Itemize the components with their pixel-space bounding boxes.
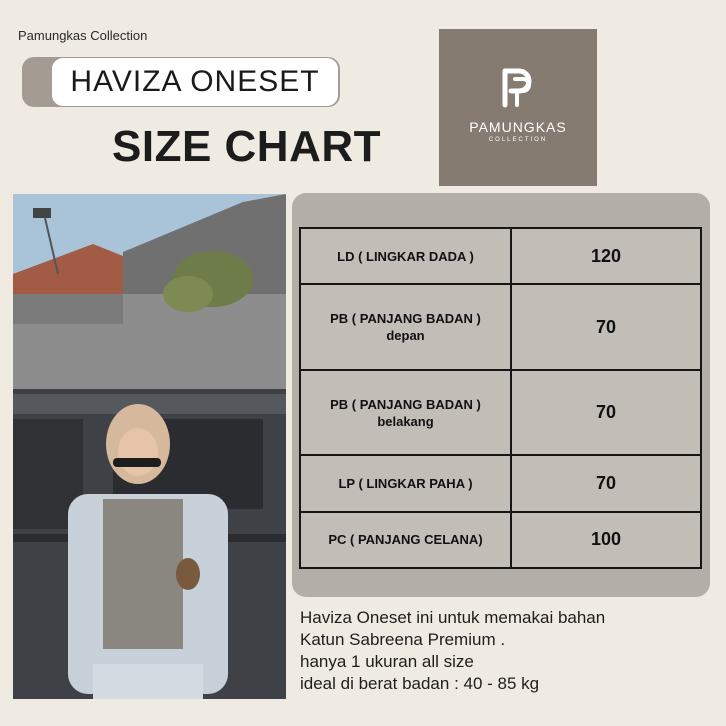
table-row xyxy=(300,455,701,511)
table-row xyxy=(300,284,701,370)
size-label xyxy=(300,512,511,568)
size-label-detail: depan xyxy=(386,328,425,344)
size-value: 70 xyxy=(511,284,701,370)
size-label-text: LP ( LINGKAR PAHA ) xyxy=(338,476,473,492)
note-line: Katun Sabreena Premium . xyxy=(300,630,506,649)
note-line: Haviza Oneset ini untuk memakai bahan xyxy=(300,608,606,627)
size-table xyxy=(299,227,702,569)
logo-name: PAMUNGKAS xyxy=(469,119,567,135)
size-label-text: PC ( PANJANG CELANA) xyxy=(328,532,483,548)
size-value: 70 xyxy=(511,370,701,456)
product-photo xyxy=(13,194,286,699)
table-row xyxy=(300,512,701,568)
size-label-text: PB ( PANJANG BADAN ) xyxy=(330,396,481,412)
size-value: 70 xyxy=(511,455,701,511)
note-line: ideal di berat badan : 40 - 85 kg xyxy=(300,674,540,693)
product-notes xyxy=(300,607,605,695)
size-label xyxy=(300,228,511,284)
size-label xyxy=(300,284,511,370)
size-value: 120 xyxy=(511,228,701,284)
table-row xyxy=(300,370,701,456)
logo-p-icon xyxy=(495,65,541,111)
size-label-text: LD ( LINGKAR DADA ) xyxy=(337,248,474,264)
logo-subtitle: COLLECTION xyxy=(488,137,548,143)
brand-caption: Pamungkas Collection xyxy=(18,28,148,43)
size-label xyxy=(300,455,511,511)
size-value: 100 xyxy=(511,512,701,568)
page-title: SIZE CHART xyxy=(112,122,381,171)
size-label-detail: belakang xyxy=(377,413,434,429)
brand-logo xyxy=(439,29,597,186)
product-name-pill: HAVIZA ONESET xyxy=(52,58,338,106)
size-label xyxy=(300,370,511,456)
note-line: hanya 1 ukuran all size xyxy=(300,652,474,671)
size-label-text: PB ( PANJANG BADAN ) xyxy=(330,311,481,327)
table-row xyxy=(300,228,701,284)
